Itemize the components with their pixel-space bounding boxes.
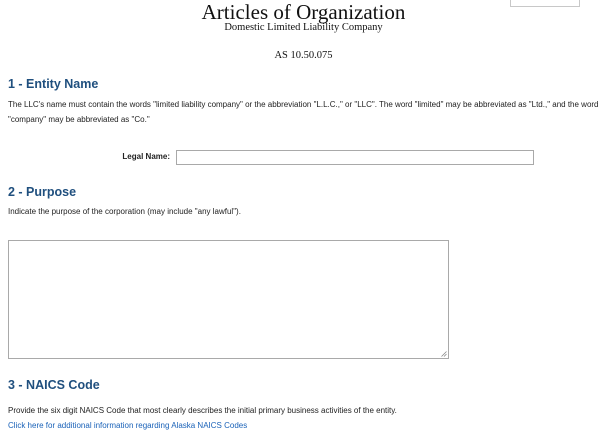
page-subtitle: Domestic Limited Liability Company — [224, 22, 383, 33]
naics-info-link[interactable]: Click here for additional information regarding Alaska NAICS Codes — [8, 421, 248, 430]
section-heading-naics: 3 - NAICS Code — [8, 378, 100, 392]
entity-name-description: The LLC's name must contain the words "limited liability company" or the abbreviation "L.L.C.," or "LLC". The word "limited" may be abbreviated as "Ltd.," and the word "company" may be abbreviated as "Co." — [8, 100, 599, 124]
purpose-textarea[interactable] — [8, 240, 449, 359]
section-heading-entity-name: 1 - Entity Name — [8, 77, 99, 91]
statute-reference: AS 10.50.075 — [274, 50, 333, 61]
legal-name-input[interactable] — [176, 150, 534, 165]
resize-grip-icon[interactable] — [441, 351, 447, 357]
page-title: Articles of Organization — [201, 0, 406, 24]
purpose-description: Indicate the purpose of the corporation (may include "any lawful"). — [8, 207, 241, 216]
section-heading-purpose: 2 - Purpose — [8, 185, 77, 199]
legal-name-label: Legal Name: — [122, 152, 170, 161]
naics-description: Provide the six digit NAICS Code that most clearly describes the initial primary business activities of the entity. — [8, 406, 397, 415]
